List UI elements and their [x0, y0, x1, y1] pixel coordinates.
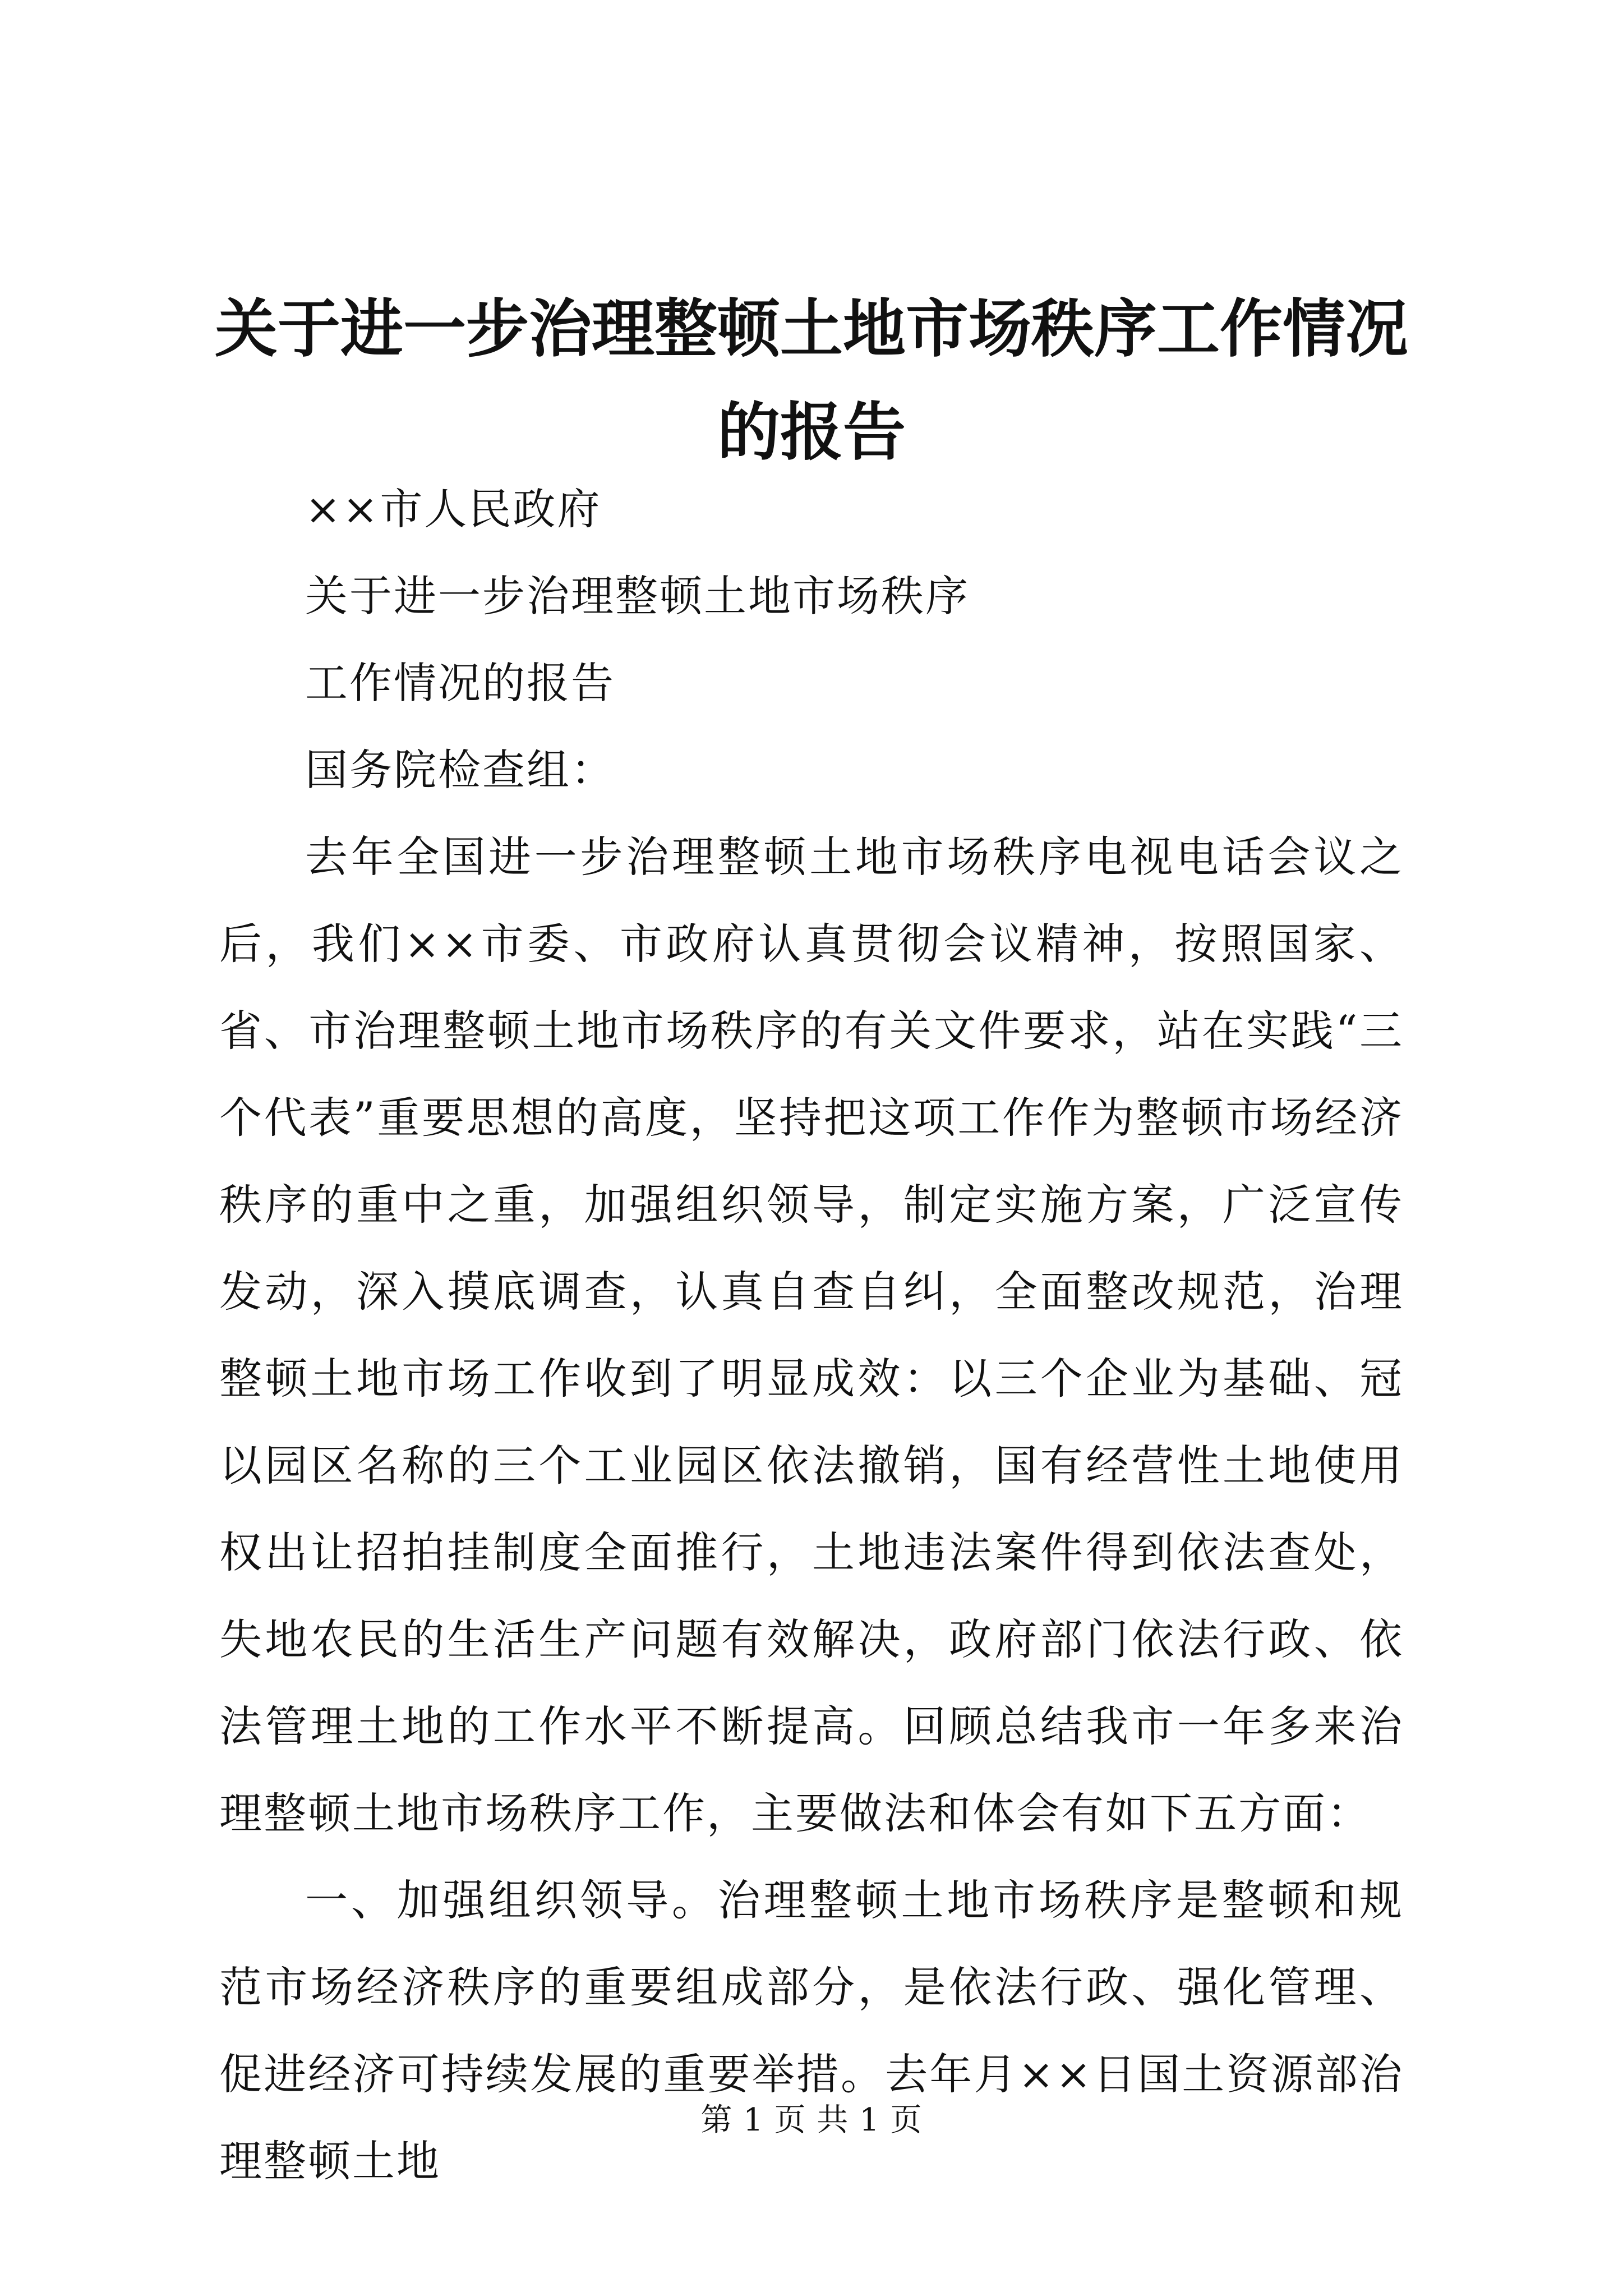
paragraph-section-1: 一、加强组织领导。治理整顿土地市场秩序是整顿和规范市场经济秩序的重要组成部分，是依法行政、强化管理、促进经济可持续发展的重要举措。去年月××日国土资源部治理整顿土地 [219, 1875, 1404, 2186]
document-body [219, 466, 1404, 2205]
document-title: 关于进一步治理整顿土地市场秩序工作情况的报告 [215, 292, 1408, 469]
paragraph-subtitle-line-1: 关于进一步治理整顿土地市场秩序 [305, 571, 970, 621]
paragraph-introduction: 去年全国进一步治理整顿土地市场秩序电视电话会议之后，我们××市委、市政府认真贯彻会议精神，按照国家、省、市治理整顿土地市场秩序的有关文件要求，站在实践“三个代表”重要思想的高度，坚持把这项工作作为整顿市场经济秩序的重中之重，加强组织领导，制定实施方案，广泛宣传发动，深入摸底调查，认真自查自纠，全面整改规范，治理整顿土地市场工作收到了明显成效：以三个企业为基础、冠以园区名称的三个工业园区依法撤销，国有经营性土地使用权出让招拍挂制度全面推行，土地违法案件得到依法查处，失地农民的生活生产问题有效解决，政府部门依法行政、依法管理土地的工作水平不断提高。回顾总结我市一年多来治理整顿土地市场秩序工作，主要做法和体会有如下五方面： [219, 832, 1404, 1838]
page-footer: 第 1 页 共 1 页 [700, 2102, 923, 2138]
paragraph-salutation: 国务院检查组： [305, 745, 615, 795]
paragraph-subtitle-line-2: 工作情况的报告 [305, 658, 615, 708]
paragraph-issuer: ××市人民政府 [305, 484, 602, 534]
